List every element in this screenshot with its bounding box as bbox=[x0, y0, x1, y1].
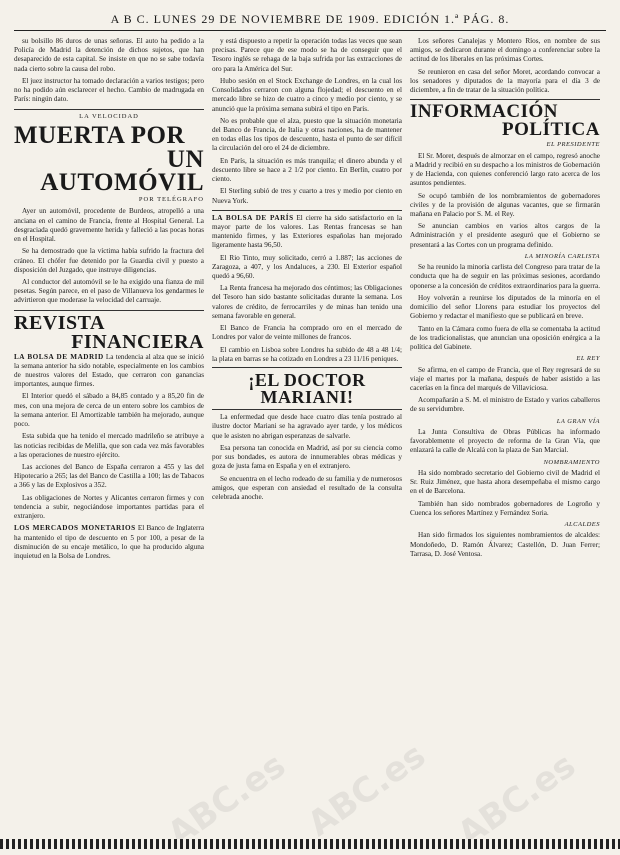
body-text: El Sterling subió de tres y cuarto a tres y medio por ciento en Nueva York. bbox=[212, 187, 402, 205]
body-text: La Junta Consultiva de Obras Públicas ha informado favorablemente el proyecto de reforma de la Gran Vía, que enlazará la calle de Alcalá con la plaza de San Marcial. bbox=[410, 427, 600, 455]
body-text: Se afirma, en el campo de Francia, que el Rey regresará de su viaje el martes por la mañana, después de haber asistido a las cacerías en la finca del marqués de Villaviciosa. bbox=[410, 365, 600, 392]
run-in-label: LA BOLSA DE PARÍS bbox=[212, 213, 294, 222]
divider bbox=[212, 210, 402, 211]
headline-line-2: POLÍTICA bbox=[502, 119, 600, 141]
headline-automovil bbox=[14, 121, 204, 197]
watermark: ABC.es bbox=[160, 745, 293, 855]
body-text: El Interior quedó el sábado a 84,85 contado y a 85,20 fin de mes, con una mejora de cerca de un entero sobre los cambios de la semana anterior. El Amortizable también ha mejorado, aunque poco. bbox=[14, 392, 204, 429]
sub-tag: LA GRAN VÍA bbox=[556, 417, 600, 425]
headline-line-1: MUERTA POR bbox=[14, 121, 186, 149]
body-text: Los señores Canalejas y Montero Ríos, en nombre de sus amigos, se dedicaron durante el domingo a conferenciar sobre la actitud de los liberales en las próximas Cortes. bbox=[410, 37, 600, 64]
headline-box bbox=[212, 367, 402, 410]
body-text: Hubo sesión en el Stock Exchange de Londres, en la cual los Consolidados cerraron con alguna flojedad; el descuento en el mercado libre se hizo de cuatro a cinco y medio por ciento, y se anunció que la próxima semana subirá el tipo en París. bbox=[212, 76, 402, 113]
body-text: Se ha reunido la minoría carlista del Congreso para tratar de la conducta que ha de seguir en las próximas sesiones, acordando oponerse a la concesión de créditos extraordinarios para la guerra. bbox=[410, 263, 600, 290]
headline-informacion bbox=[410, 103, 600, 139]
headline-line-2: FINANCIERA bbox=[71, 330, 204, 353]
article-paragraph bbox=[14, 353, 204, 390]
headline-line-1: INFORMACIÓN bbox=[410, 101, 558, 123]
body-text: El Sr. Moret, después de almorzar en el campo, regresó anoche a Madrid y recibió en su despacho a los ministros de Gobernación y de Hacienda, con quienes conferenció largo rato acerca de los asuntos pendientes. bbox=[410, 151, 600, 188]
column-2 bbox=[212, 37, 402, 837]
watermark: ABC.es bbox=[300, 735, 433, 845]
divider bbox=[14, 310, 204, 311]
sub-tag: NOMBRAMIENTO bbox=[543, 458, 600, 466]
headline-mariani: ¡EL DOCTOR MARIANI! bbox=[248, 370, 366, 408]
sub-tag: EL PRESIDENTE bbox=[546, 141, 600, 149]
body-text: El Banco de Francia ha comprado oro en el mercado de Londres por valor de veinte millones de francos. bbox=[212, 324, 402, 342]
body-text: Acompañarán a S. M. el ministro de Estado y varios caballeros de su servidumbre. bbox=[410, 396, 600, 414]
body-text: Se anuncian cambios en varios altos cargos de la Administración y el presidente aseguró que el Gobierno se presentará a las Cortes con un programa definido. bbox=[410, 222, 600, 249]
run-in-label: LOS MERCADOS MONETARIOS bbox=[14, 524, 136, 533]
body-text: Ha sido nombrado secretario del Gobierno civil de Madrid el Sr. Ruiz Jiménez, que hasta ahora desempeñaba el mismo cargo en el de Barcelona. bbox=[410, 468, 600, 496]
body-text: Han sido firmados los siguientes nombramientos de alcaldes: Mondoñedo, D. Ramón Álvarez; Castellón, D. Juan Ferrer; Tarrasa, D. José Ventosa. bbox=[410, 531, 600, 558]
body-text: Al conductor del automóvil se le ha exigido una fianza de mil pesetas. Según parece, en el paso de Villanueva los gendarmes le advirtieron que moderase la velocidad del carruaje. bbox=[14, 277, 204, 305]
body-text: Se ha demostrado que la víctima había sufrido la fractura del cráneo. El chófer fue detenido por la Guardia civil y puesto a disposición del Juzgado, que instruye diligencias. bbox=[14, 247, 204, 274]
body-text: Esta subida que ha tenido el mercado madrileño se atribuye a las noticias recibidas de Melilla, que son cada vez más favorables a las operaciones de nuestro ejército. bbox=[14, 432, 204, 459]
divider bbox=[14, 109, 204, 110]
headline-line-1: REVISTA bbox=[14, 311, 105, 334]
column-1 bbox=[14, 37, 204, 837]
body-text: Se ocupó también de los nombramientos de gobernadores civiles y de la provisión de algunas vacantes, que se firmarán mañana en Palacio por S. M. el Rey. bbox=[410, 191, 600, 219]
headline-line-2: UN AUTOMÓVIL bbox=[40, 145, 204, 197]
body-text: No es probable que el alza, puesto que la situación monetaria del Banco de Francia, de Italia y otras naciones, ha de mantener en todas ellas los tipos de descuento, hasta el punto de ser difícil la circulación del oro el 24 de diciembre. bbox=[212, 116, 402, 153]
headline-revista bbox=[14, 311, 204, 353]
section-tag: LA VELOCIDAD bbox=[79, 112, 139, 120]
scan-footer-strip bbox=[0, 839, 620, 849]
body-text: Hoy volverán a reunirse los diputados de la minoría en el domicilio del señor Llorens para estudiar los proyectos del Gobierno y redactar el manifiesto que se publicará en breve. bbox=[410, 293, 600, 321]
byline: POR TELÉGRAFO bbox=[138, 196, 204, 204]
body-text: En París, la situación es más tranquila; el dinero abunda y el descuento libre se hace a 2 1/2 por ciento. En Berlín, cuatro por ciento. bbox=[212, 156, 402, 184]
body-text: Ayer un automóvil, procedente de Burdeos, atropelló a una anciana en el camino de Francia, frente al Hospital General. La desgraciada quedó gravemente herida y falleció a las pocas horas en el Hospital. bbox=[14, 207, 204, 244]
body-text: El Banco de Inglaterra ha mantenido el tipo de descuento en 5 por 100, a pesar de la disminución de su encaje metálico, lo que ha producido alguna inquietud en la Bolsa de Londres. bbox=[14, 524, 204, 560]
body-text: Las obligaciones de Nortes y Alicantes cerraron firmes y con tendencia a subir, negociándose importantes partidas para el extranjero. bbox=[14, 493, 204, 521]
article-paragraph bbox=[212, 214, 402, 251]
columns bbox=[14, 37, 606, 837]
sub-tag: ALCALDES bbox=[564, 520, 600, 528]
article-paragraph bbox=[14, 524, 204, 561]
body-text: La enfermedad que desde hace cuatro días tenía postrado al ilustre doctor Mariani se ha agravado ayer tarde, y los médicos que le asisten no abrigan esperanzas de salvarle. bbox=[212, 413, 402, 440]
watermark: ABC.es bbox=[450, 745, 583, 855]
body-text: Se reunieron en casa del señor Moret, acordando convocar a los senadores y diputados de la mayoría para el día 3 de diciembre, a fin de tratar de la situación política. bbox=[410, 67, 600, 95]
body-text: La tendencia al alza que se inició la semana anterior ha sido notable, especialmente en los cambios de nuestros valores del Estado, que cerraron con ganancias importantes, aunque firmes. bbox=[14, 352, 204, 389]
body-text: La Renta francesa ha mejorado dos céntimos; las Obligaciones del Tesoro han sido bastante solicitadas durante la semana. Los valores de crédito, de ferrocarriles y de minas han tenido una semana favorable en general. bbox=[212, 284, 402, 320]
body-text: También han sido nombrados gobernadores de Logroño y Cuenca los señores Martínez y Fernández Soria. bbox=[410, 499, 600, 517]
run-in-label: LA BOLSA DE MADRID bbox=[14, 352, 104, 361]
sub-tag: EL REY bbox=[576, 355, 600, 363]
body-text: El cambio en Lisboa sobre Londres ha subido de 48 a 48 1/4; la plata en barras se ha cotizado en Londres a 23 11/16 peniques. bbox=[212, 345, 402, 363]
body-text: y está dispuesto a repetir la operación todas las veces que sean precisas. Parece que de ese modo se ha de conseguir que el Tesoro inglés se rehaga de la baja sufrida por las extracciones de oro para la América del Sur. bbox=[212, 37, 402, 73]
body-text: Tanto en la Cámara como fuera de ella se comentaba la actitud de los tradicionalistas, que anuncian una oposición enérgica a la política del Gabinete. bbox=[410, 324, 600, 351]
body-text: Las acciones del Banco de España cerraron a 455 y las del Hipotecario a 265; las del Banco de Castilla a 100; las de Tabacos a 366 y las de Explosivos a 352. bbox=[14, 463, 204, 490]
sub-tag: LA MINORÍA CARLISTA bbox=[524, 252, 600, 260]
body-text: El cierre ha sido satisfactorio en la mayor parte de los valores. Las Rentas francesas se han mantenido firmes, y las Exteriores españolas han mejorado ligeramente hasta 96,50. bbox=[212, 213, 402, 250]
body-text: El juez instructor ha tomado declaración a varios testigos; pero no ha podido aún esclarecer el hecho. Cambio de madrugada en París: ningún dato. bbox=[14, 76, 204, 104]
body-text: Esa persona tan conocida en Madrid, así por su ciencia como por sus bondades, es autora de innumerables obras médicas y goza de justa fama en España y en el extranjero. bbox=[212, 443, 402, 471]
body-text: su bolsillo 86 duros de unas señoras. El auto ha pedido a la Policía de Madrid la detención de dichos sujetos, que han desaparecido de esta capital. Se insiste en que no se sabe todavía nada cierto sobre la causa del robo. bbox=[14, 37, 204, 73]
body-text: Se encuentra en el lecho rodeado de su familia y de numerosos amigos, que esperan con ansiedad el resultado de la consulta celebrada anoche. bbox=[212, 474, 402, 501]
page-masthead: A B C. LUNES 29 DE NOVIEMBRE DE 1909. EDICIÓN 1.ª PÁG. 8. bbox=[14, 12, 606, 31]
body-text: El Rio Tinto, muy solicitado, cerró a 1.887; las acciones de Zaragoza, a 407, y los Andaluces, a 230. El Exterior español quedó a 96,60. bbox=[212, 253, 402, 281]
column-3 bbox=[410, 37, 600, 837]
